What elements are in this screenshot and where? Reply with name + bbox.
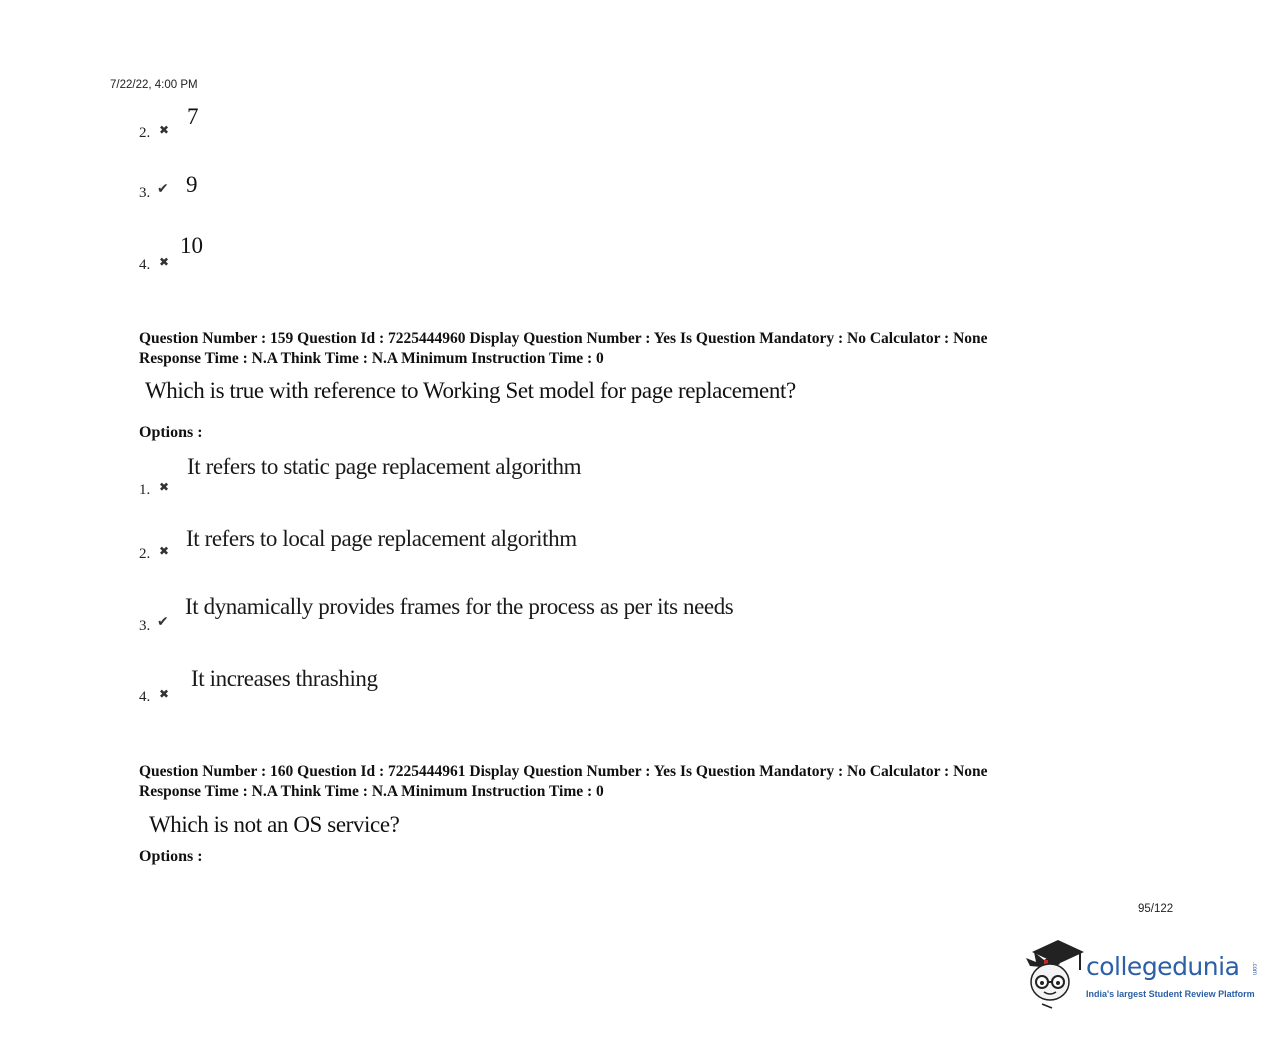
option-text: It refers to static page replacement algorithm bbox=[187, 454, 582, 479]
cross-icon: ✖ bbox=[159, 255, 170, 269]
option-text: 7 bbox=[187, 104, 199, 129]
option-number: 2. bbox=[139, 125, 151, 141]
options-label: Options : bbox=[139, 848, 203, 865]
option-number: 1. bbox=[139, 482, 151, 498]
option-text: It dynamically provides frames for the process as per its needs bbox=[185, 594, 734, 619]
check-icon: ✔ bbox=[157, 181, 169, 197]
cross-icon: ✖ bbox=[159, 687, 170, 701]
option-number: 3. bbox=[139, 618, 151, 634]
option-text: 10 bbox=[180, 233, 203, 258]
option-number: 2. bbox=[139, 546, 151, 562]
option-text: 9 bbox=[186, 172, 198, 197]
question-text: Which is not an OS service? bbox=[149, 812, 400, 837]
option-text: It increases thrashing bbox=[191, 666, 378, 691]
option-number: 4. bbox=[139, 689, 151, 705]
cross-icon: ✖ bbox=[159, 123, 170, 137]
cross-icon: ✖ bbox=[159, 544, 170, 558]
question-meta-line2: Response Time : N.A Think Time : N.A Minimum Instruction Time : 0 bbox=[139, 350, 604, 367]
mascot-icon bbox=[1022, 938, 1088, 1010]
option-text: It refers to local page replacement algorithm bbox=[186, 526, 577, 551]
options-label: Options : bbox=[139, 424, 203, 441]
page-number: 95/122 bbox=[1138, 903, 1174, 915]
check-icon: ✔ bbox=[157, 614, 169, 630]
option-number: 3. bbox=[139, 185, 151, 201]
question-meta-line2: Response Time : N.A Think Time : N.A Minimum Instruction Time : 0 bbox=[139, 783, 604, 800]
option-number: 4. bbox=[139, 257, 151, 273]
logo-wordmark: collegedunia bbox=[1086, 952, 1240, 981]
question-meta-line1: Question Number : 160 Question Id : 7225444961 Display Question Number : Yes Is Question Mandatory : No Calculator : None bbox=[139, 763, 988, 780]
print-timestamp: 7/22/22, 4:00 PM bbox=[110, 79, 198, 91]
logo-domain-suffix: .com bbox=[1251, 962, 1257, 976]
collegedunia-logo bbox=[1022, 938, 1262, 1010]
cross-icon: ✖ bbox=[159, 480, 170, 494]
question-text: Which is true with reference to Working Set model for page replacement? bbox=[145, 378, 796, 403]
question-meta-line1: Question Number : 159 Question Id : 7225444960 Display Question Number : Yes Is Question Mandatory : No Calculator : None bbox=[139, 330, 988, 347]
logo-tagline: India's largest Student Review Platform bbox=[1086, 989, 1255, 999]
